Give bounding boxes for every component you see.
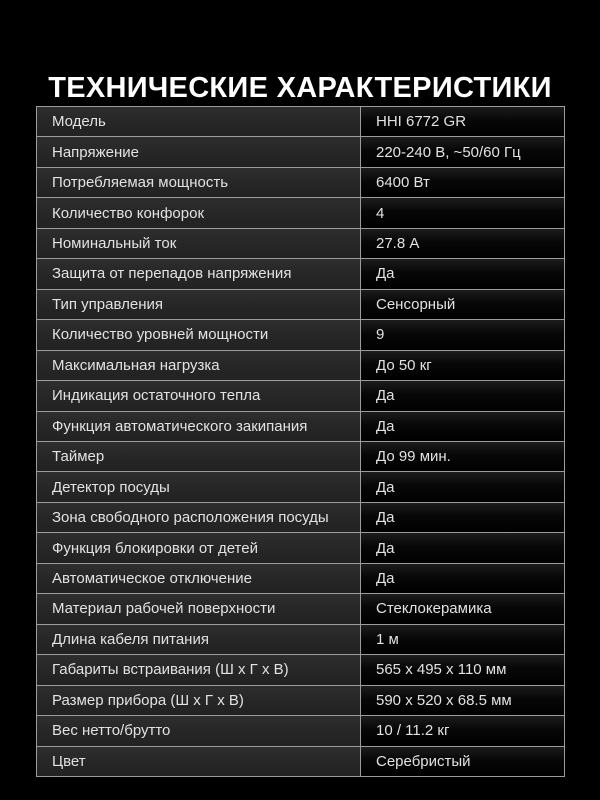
spec-label: Функция блокировки от детей [37,533,361,562]
table-row [37,503,564,533]
spec-value: Да [361,533,564,562]
spec-label: Модель [37,107,361,136]
spec-value: Да [361,503,564,532]
spec-value: Да [361,381,564,410]
spec-label: Защита от перепадов напряжения [37,259,361,288]
spec-label: Габариты встраивания (Ш х Г х В) [37,655,361,684]
table-row [37,351,564,381]
table-row [37,686,564,716]
table-row [37,320,564,350]
spec-value: HHI 6772 GR [361,107,564,136]
table-row [37,625,564,655]
spec-label: Напряжение [37,137,361,166]
spec-label: Количество уровней мощности [37,320,361,349]
table-row [37,442,564,472]
spec-table [36,106,565,777]
spec-label: Функция автоматического закипания [37,412,361,441]
table-row [37,594,564,624]
spec-label: Размер прибора (Ш х Г х В) [37,686,361,715]
spec-value: Серебристый [361,747,564,776]
spec-value: Стеклокерамика [361,594,564,623]
spec-value: 590 x 520 x 68.5 мм [361,686,564,715]
table-row [37,747,564,776]
table-row [37,381,564,411]
spec-value: 27.8 А [361,229,564,258]
spec-label: Зона свободного расположения посуды [37,503,361,532]
spec-label: Детектор посуды [37,472,361,501]
spec-value: 565 x 495 x 110 мм [361,655,564,684]
spec-label: Потребляемая мощность [37,168,361,197]
table-row [37,198,564,228]
table-row [37,564,564,594]
table-row [37,107,564,137]
table-row [37,412,564,442]
table-row [37,655,564,685]
table-row [37,229,564,259]
page-title: ТЕХНИЧЕСКИЕ ХАРАКТЕРИСТИКИ [48,72,552,105]
table-row [37,716,564,746]
spec-value: До 50 кг [361,351,564,380]
spec-label: Тип управления [37,290,361,319]
table-row [37,290,564,320]
spec-value: 220-240 В, ~50/60 Гц [361,137,564,166]
table-row [37,259,564,289]
spec-value: Да [361,564,564,593]
spec-label: Количество конфорок [37,198,361,227]
spec-value: Сенсорный [361,290,564,319]
spec-label: Индикация остаточного тепла [37,381,361,410]
table-row [37,533,564,563]
spec-value: 4 [361,198,564,227]
spec-value: 1 м [361,625,564,654]
spec-label: Максимальная нагрузка [37,351,361,380]
spec-value: 10 / 11.2 кг [361,716,564,745]
spec-value: Да [361,259,564,288]
spec-label: Таймер [37,442,361,471]
spec-label: Вес нетто/брутто [37,716,361,745]
spec-value: 6400 Вт [361,168,564,197]
spec-label: Материал рабочей поверхности [37,594,361,623]
spec-value: Да [361,472,564,501]
spec-value: 9 [361,320,564,349]
spec-value: До 99 мин. [361,442,564,471]
table-row [37,168,564,198]
spec-label: Цвет [37,747,361,776]
spec-value: Да [361,412,564,441]
table-row [37,472,564,502]
spec-label: Автоматическое отключение [37,564,361,593]
spec-label: Длина кабеля питания [37,625,361,654]
table-row [37,137,564,167]
spec-label: Номинальный ток [37,229,361,258]
